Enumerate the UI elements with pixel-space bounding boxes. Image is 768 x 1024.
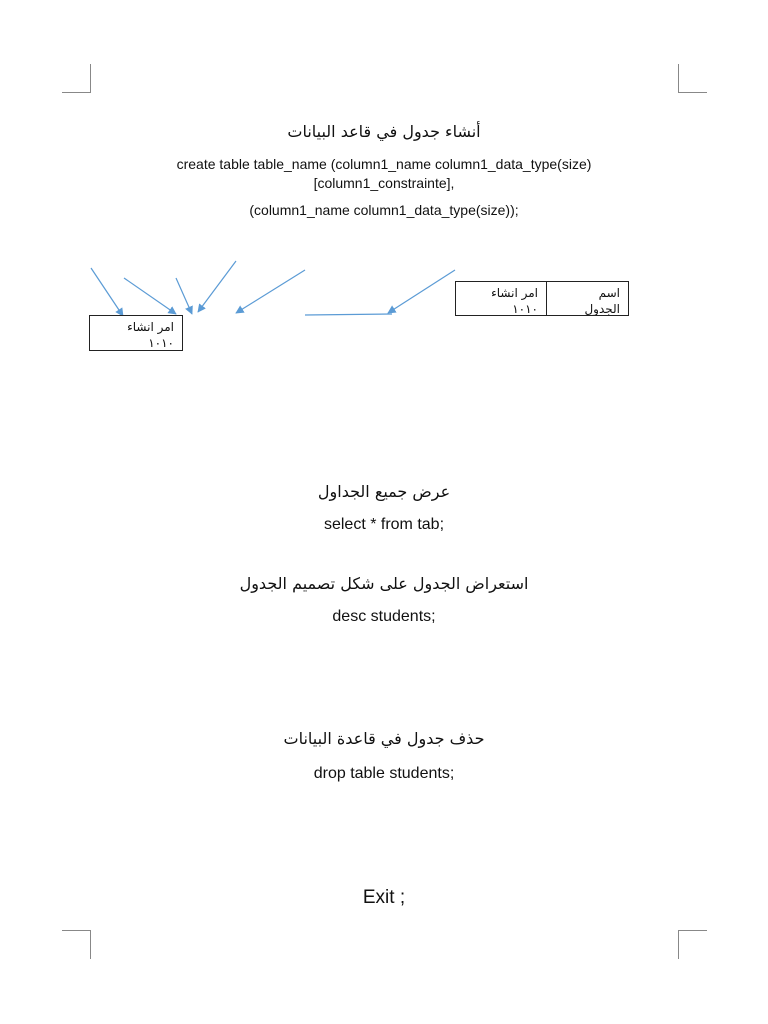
annotation-box-right-cell-table-name [547, 282, 628, 315]
annotation-box-left-cell [90, 316, 182, 350]
arrow-1 [91, 268, 123, 316]
create-table-code-line2: [column1_constrainte], [313, 175, 455, 191]
arrow-6 [388, 270, 455, 313]
show-tables-heading: عرض جميع الجداول [317, 482, 451, 501]
annotation-cell-table-name-line2: الجدول [584, 302, 620, 315]
show-tables-code: select * from tab; [323, 516, 445, 533]
describe-table-heading: استعراض الجدول على شكل تصميم الجدول [239, 574, 529, 593]
create-table-heading: أنشاء جدول في قاعد البيانات [287, 122, 481, 141]
describe-table-code: desc students; [332, 608, 436, 625]
annotation-box-left-line2: ١٠١٠ [148, 336, 174, 350]
exit-command: Exit ; [362, 887, 406, 908]
drop-table-code: drop table students; [313, 765, 455, 782]
annotation-box-left-line1: امر انشاء [127, 320, 174, 334]
create-table-code-line1: create table table_name (column1_name column1_data_type(size) [176, 156, 592, 172]
create-table-code-line3: (column1_name column1_data_type(size)); [249, 202, 519, 218]
drop-table-heading: حذف جدول في قاعدة البيانات [283, 729, 485, 748]
arrow-2 [124, 278, 176, 314]
arrow-3 [176, 278, 192, 314]
arrow-4 [198, 261, 236, 312]
annotation-cell-create-cmd-line1: امر انشاء [491, 286, 538, 300]
arrow-5 [236, 270, 305, 313]
annotation-cell-table-name-line1: اسم [598, 286, 620, 300]
annotation-box-right [455, 281, 629, 316]
annotation-box-right-cell-create-cmd [456, 282, 546, 315]
annotation-box-divider [546, 282, 547, 315]
connector-line [305, 314, 392, 315]
annotation-box-left [89, 315, 183, 351]
annotation-cell-create-cmd-line2: ١٠١٠ [512, 302, 538, 315]
